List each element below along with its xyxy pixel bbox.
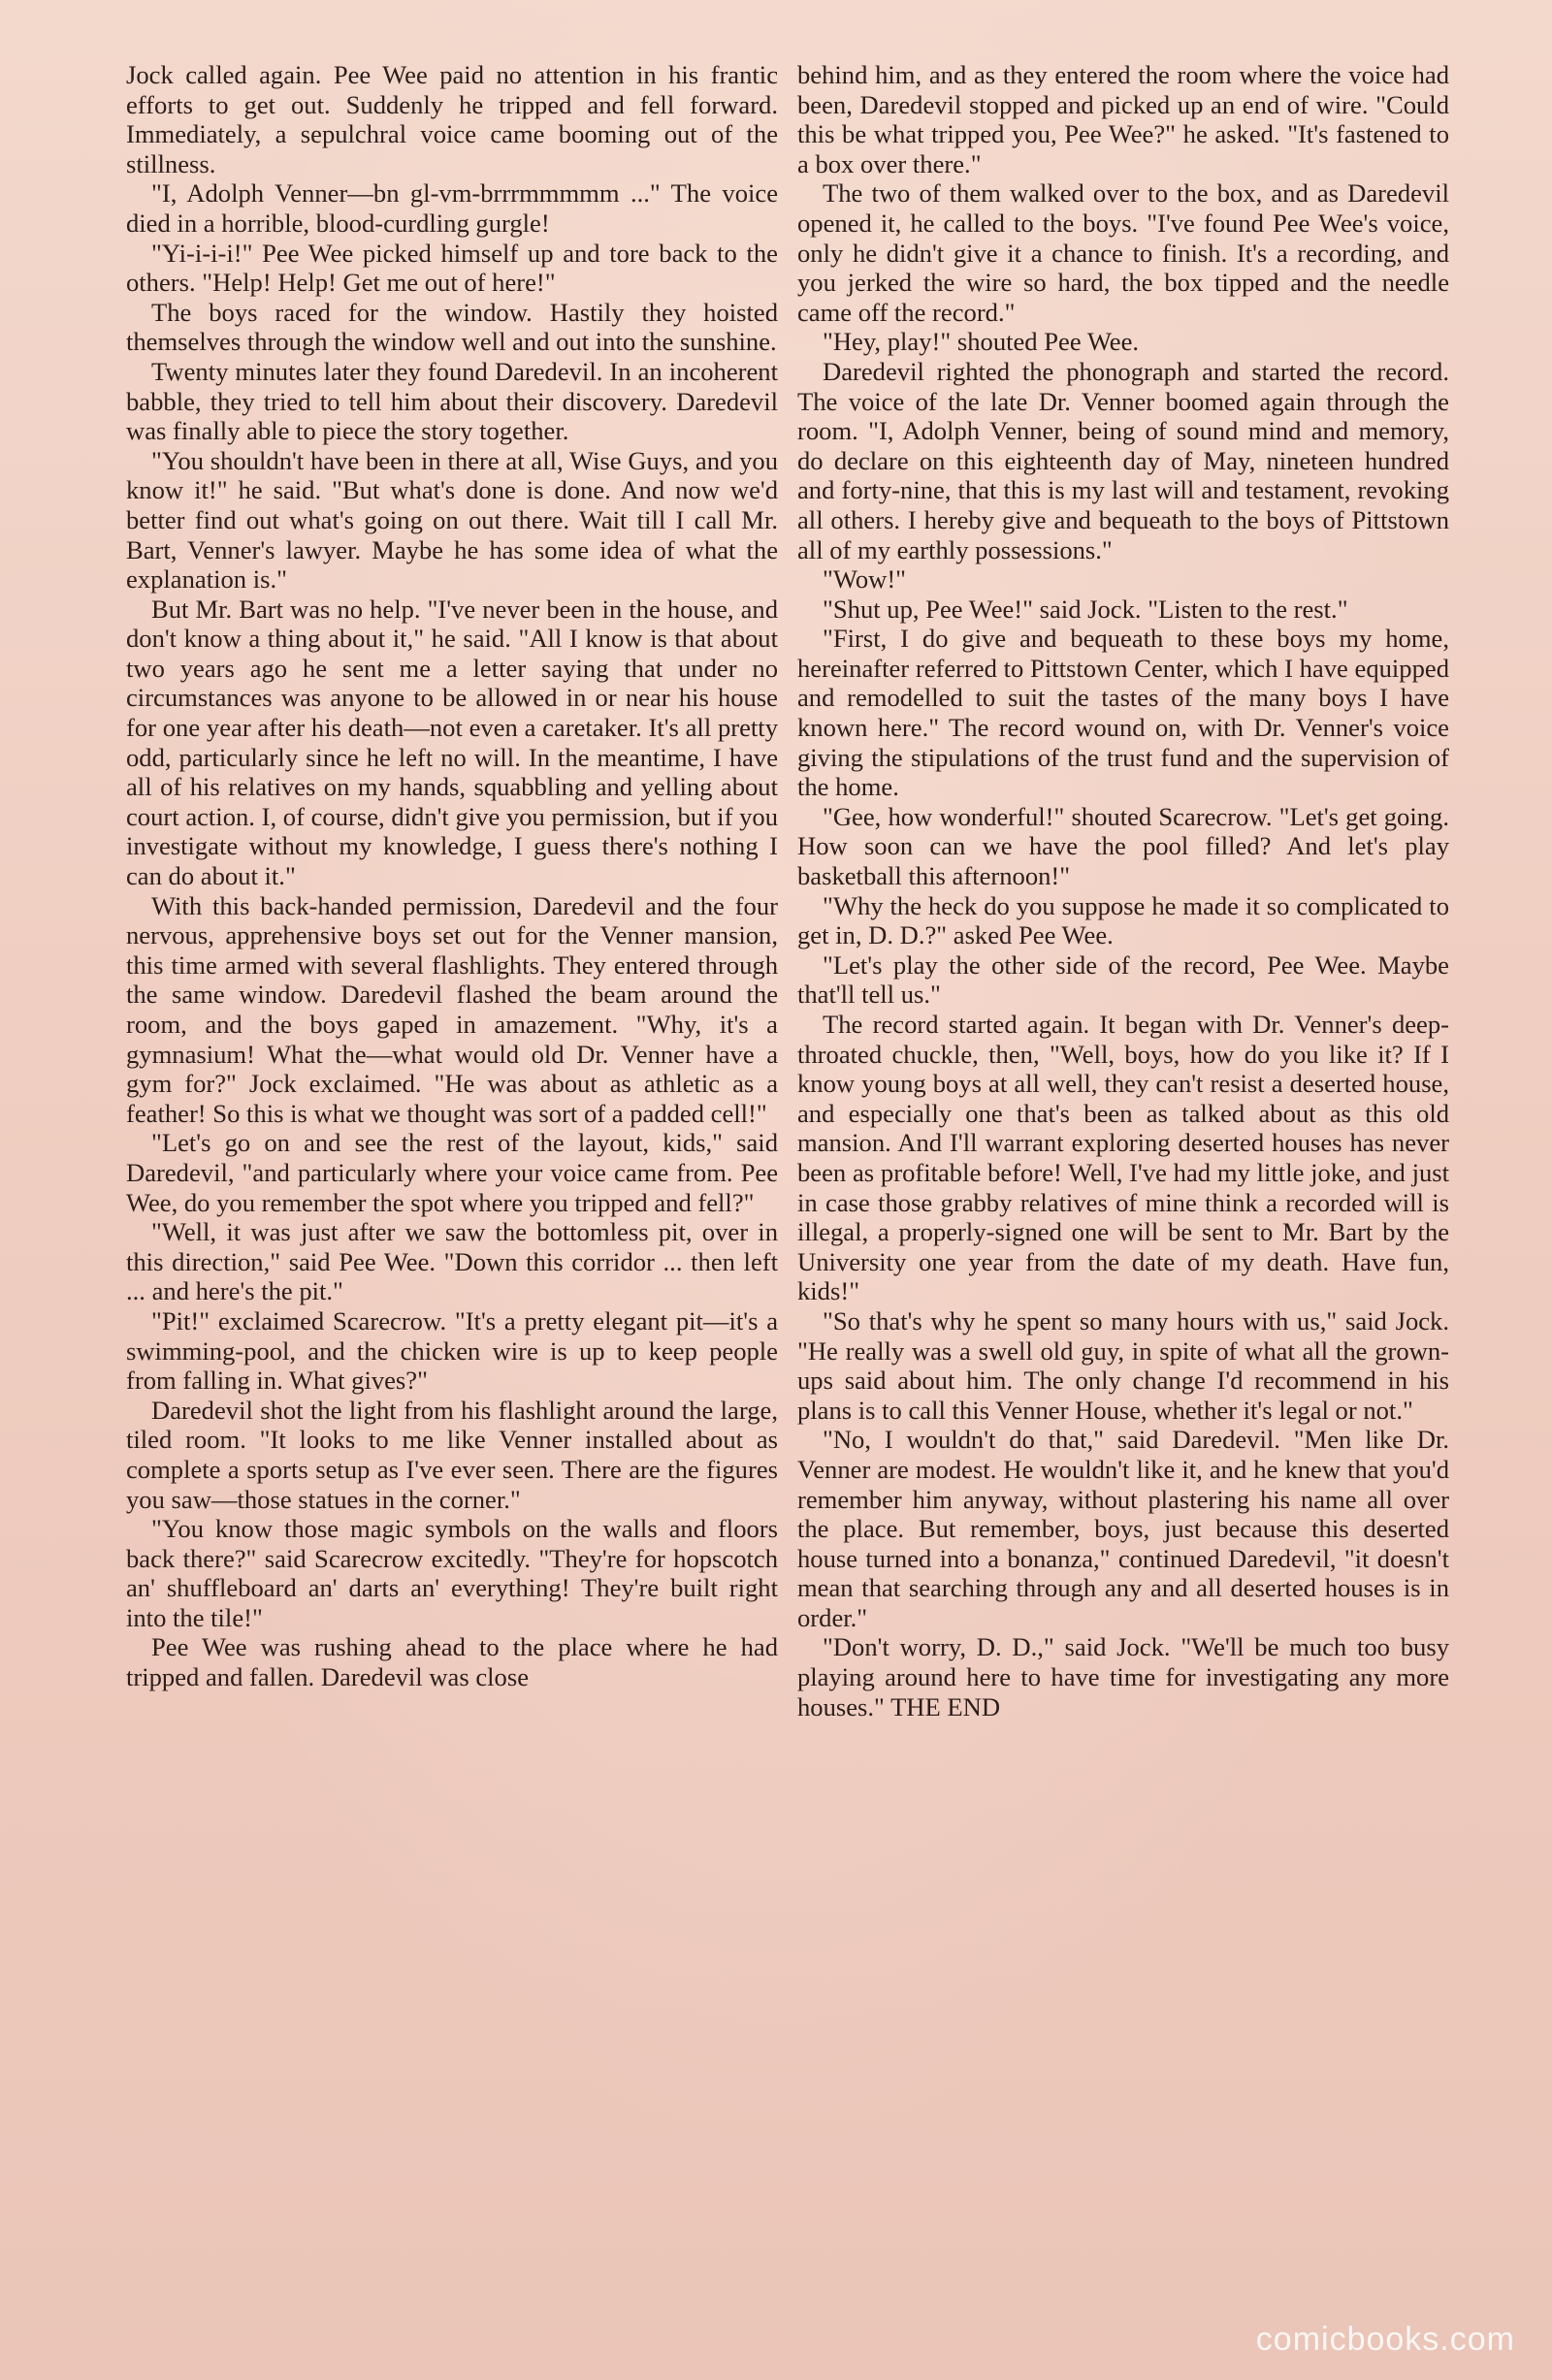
site-watermark: comicbooks.com bbox=[1255, 2321, 1515, 2358]
right-text-column bbox=[797, 60, 1449, 1721]
paragraph: With this back-handed permission, Daredevil and the four nervous, apprehensive boys set out for the Venner mansion, this time armed with several flashlights. They entered through the same window. Daredevil flashed the beam around the room, and the boys gaped in amazement. "Why, it's a gymnasium! What the—what would old Dr. Venner have a gym for?" Jock exclaimed. "He was about as athletic as a feather! So this is what we thought was sort of a padded cell!" bbox=[126, 890, 778, 1128]
paragraph: "First, I do give and bequeath to these boys my home, hereinafter referred to Pittstown Center, which I have equipped and remodelled to suit the tastes of the many boys I have known here." The record wound on, with Dr. Venner's voice giving the stipulations of the trust fund and the supervision of the home. bbox=[797, 624, 1449, 802]
paragraph: Twenty minutes later they found Daredevil. In an incoherent babble, they tried to tell him about their discovery. Daredevil was finally able to piece the story together. bbox=[126, 356, 778, 446]
paragraph: "Why the heck do you suppose he made it so complicated to get in, D. D.?" asked Pee Wee. bbox=[797, 890, 1449, 950]
paragraph: "So that's why he spent so many hours with us," said Jock. "He really was a swell old guy, in spite of what all the grown-ups said about him. The only change I'd recommend in his plans is to call this Venner House, whether it's legal or not." bbox=[797, 1305, 1449, 1425]
paragraph: "Hey, play!" shouted Pee Wee. bbox=[823, 327, 1140, 357]
left-text-column bbox=[126, 60, 778, 1692]
paragraph: "I, Adolph Venner—bn gl-vm-brrrmmmmm ..." The voice died in a horrible, blood-curdling gurgle! bbox=[126, 178, 778, 238]
paragraph: "Yi-i-i-i!" Pee Wee picked himself up and tore back to the others. "Help! Help! Get me out of here!" bbox=[126, 238, 778, 298]
paragraph: But Mr. Bart was no help. "I've never been in the house, and don't know a thing about it," he said. "All I know is that about two years ago he sent me a letter saying that under no circumstances was anyone to be allowed in or near his house for one year after his death—not even a caretaker. It's all pretty odd, particularly since he left no will. In the meantime, I have all of his relatives on my hands, squabbling and yelling about court action. I, of course, didn't give you permission, but if you investigate without my knowledge, I guess there's nothing I can do about it." bbox=[126, 594, 778, 891]
paragraph: "Let's go on and see the rest of the layout, kids," said Daredevil, "and particularly where your voice came from. Pee Wee, do you remember the spot where you tripped and fell?" bbox=[126, 1128, 778, 1217]
paragraph: "No, I wouldn't do that," said Daredevil. "Men like Dr. Venner are modest. He wouldn't like it, and he knew that you'd remember him anyway, without plastering his name all over the place. But remember, boys, just because this deserted house turned into a bonanza," continued Daredevil, "it doesn't mean that searching through any and all deserted houses is in order." bbox=[797, 1425, 1449, 1632]
paragraph: Daredevil shot the light from his flashlight around the large, tiled room. "It looks to me like Venner installed about as complete a sports setup as I've ever seen. There are the figures you saw—those statues in the corner." bbox=[126, 1395, 778, 1514]
paragraph: "Don't worry, D. D.," said Jock. "We'll be much too busy playing around here to have time for investigating any more houses." THE END bbox=[797, 1632, 1449, 1721]
paragraph: Daredevil righted the phonograph and started the record. The voice of the late Dr. Venner boomed again through the room. "I, Adolph Venner, being of sound mind and memory, do declare on this eighteenth day of May, nineteen hundred and forty-nine, that this is my last will and testament, revoking all others. I hereby give and bequeath to the boys of Pittstown all of my earthly possessions." bbox=[797, 356, 1449, 564]
paragraph: The record started again. It began with Dr. Venner's deep-throated chuckle, then, "Well, boys, how do you like it? If I know young boys at all well, they can't resist a deserted house, and especially one that's been as talked about as this old mansion. And I'll warrant exploring deserted houses has never been as profitable before! Well, I've had my little joke, and just in case those grabby relatives of mine think a recorded will is illegal, a properly-signed one will be sent to Mr. Bart by the University one year from the date of my death. Have fun, kids!" bbox=[797, 1010, 1449, 1306]
paragraph: "Gee, how wonderful!" shouted Scarecrow. "Let's get going. How soon can we have the pool filled? And let's play basketball this afternoon!" bbox=[797, 801, 1449, 891]
paragraph: "Shut up, Pee Wee!" said Jock. "Listen to the rest." bbox=[823, 594, 1348, 624]
paragraph: The two of them walked over to the box, and as Daredevil opened it, he called to the boys. "I've found Pee Wee's voice, only he didn't give it a chance to finish. It's a recording, and you jerked the wire so hard, the box tipped and the needle came off the record." bbox=[797, 178, 1449, 327]
paragraph: "Well, it was just after we saw the bottomless pit, over in this direction," said Pee Wee. "Down this corridor ... then left ... and here's the pit." bbox=[126, 1217, 778, 1306]
paragraph: "Pit!" exclaimed Scarecrow. "It's a pretty elegant pit—it's a swimming-pool, and the chicken wire is up to keep people from falling in. What gives?" bbox=[126, 1305, 778, 1396]
paragraph: "You shouldn't have been in there at all, Wise Guys, and you know it!" he said. "But what's done is done. And now we'd better find out what's going on out there. Wait till I call Mr. Bart, Venner's lawyer. Maybe he has some idea of what the explanation is." bbox=[126, 445, 778, 595]
paragraph: Pee Wee was rushing ahead to the place where he had tripped and fallen. Daredevil was close bbox=[126, 1632, 778, 1692]
paragraph: "You know those magic symbols on the walls and floors back there?" said Scarecrow excitedly. "They're for hopscotch an' shuffleboard an' darts an' everything! They're built right into the tile!" bbox=[126, 1514, 778, 1632]
paragraph: "Let's play the other side of the record, Pee Wee. Maybe that'll tell us." bbox=[797, 949, 1449, 1010]
paragraph: "Wow!" bbox=[823, 564, 907, 595]
paragraph: Jock called again. Pee Wee paid no attention in his frantic efforts to get out. Suddenly he tripped and fell forward. Immediately, a sepulchral voice came booming out of the stillness. bbox=[126, 60, 778, 178]
paragraph: The boys raced for the window. Hastily they hoisted themselves through the window well and out into the sunshine. bbox=[126, 297, 778, 357]
paragraph: behind him, and as they entered the room where the voice had been, Daredevil stopped and picked up an end of wire. "Could this be what tripped you, Pee Wee?" he asked. "It's fastened to a box over there." bbox=[797, 60, 1449, 178]
